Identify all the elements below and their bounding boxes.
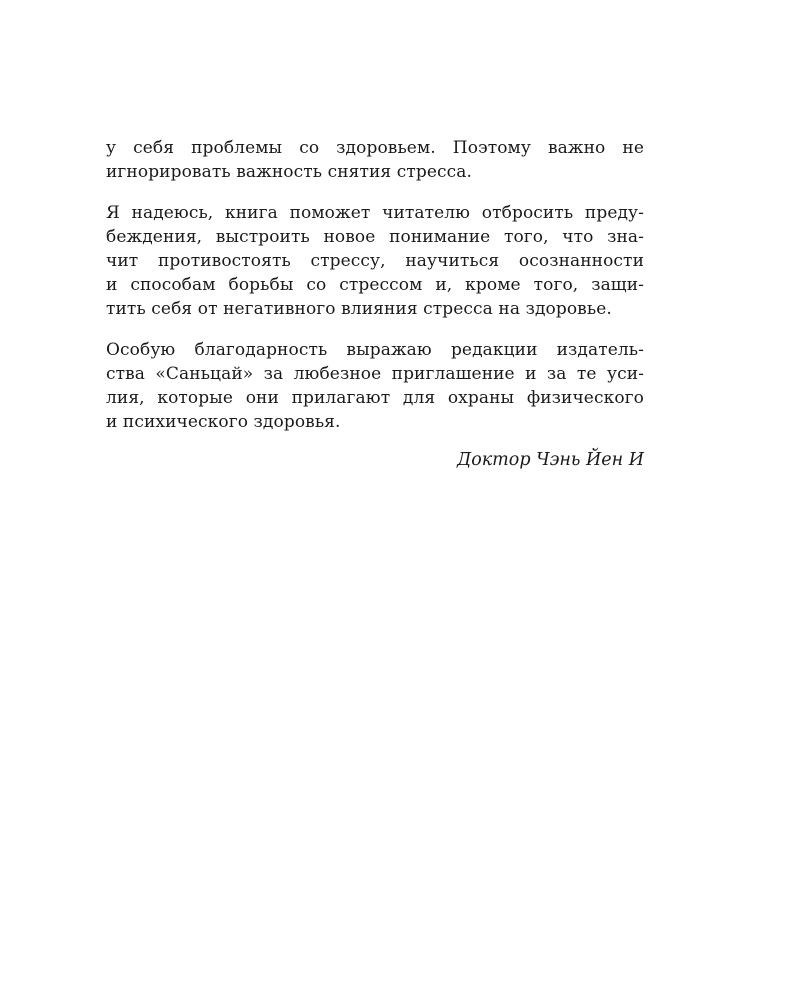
text-line: у себя проблемы со здоровьем. Поэтому важно не	[106, 138, 644, 158]
text-line: ства «Саньцай» за любезное приглашение и за те уси-	[106, 364, 644, 384]
paragraph-2	[106, 201, 644, 321]
text-line: и психического здоровья.	[106, 412, 341, 432]
paragraph-1	[106, 136, 644, 184]
text-line: Особую благодарность выражаю редакции издатель-	[106, 340, 644, 360]
text-line: беждения, выстроить новое понимание того, что зна-	[106, 227, 644, 247]
text-line: лия, которые они прилагают для охраны физического	[106, 388, 644, 408]
text-line: Я надеюсь, книга поможет читателю отбросить преду-	[106, 203, 644, 223]
page-body	[106, 136, 644, 472]
author-signature: Доктор Чэнь Йен И	[456, 450, 644, 470]
text-line: игнорировать важность снятия стресса.	[106, 162, 472, 182]
text-line: чит противостоять стрессу, научиться осознанности	[106, 251, 644, 271]
text-line: тить себя от негативного влияния стресса на здоровье.	[106, 299, 612, 319]
paragraph-3	[106, 338, 644, 434]
text-line: и способам борьбы со стрессом и, кроме того, защи-	[106, 275, 644, 295]
